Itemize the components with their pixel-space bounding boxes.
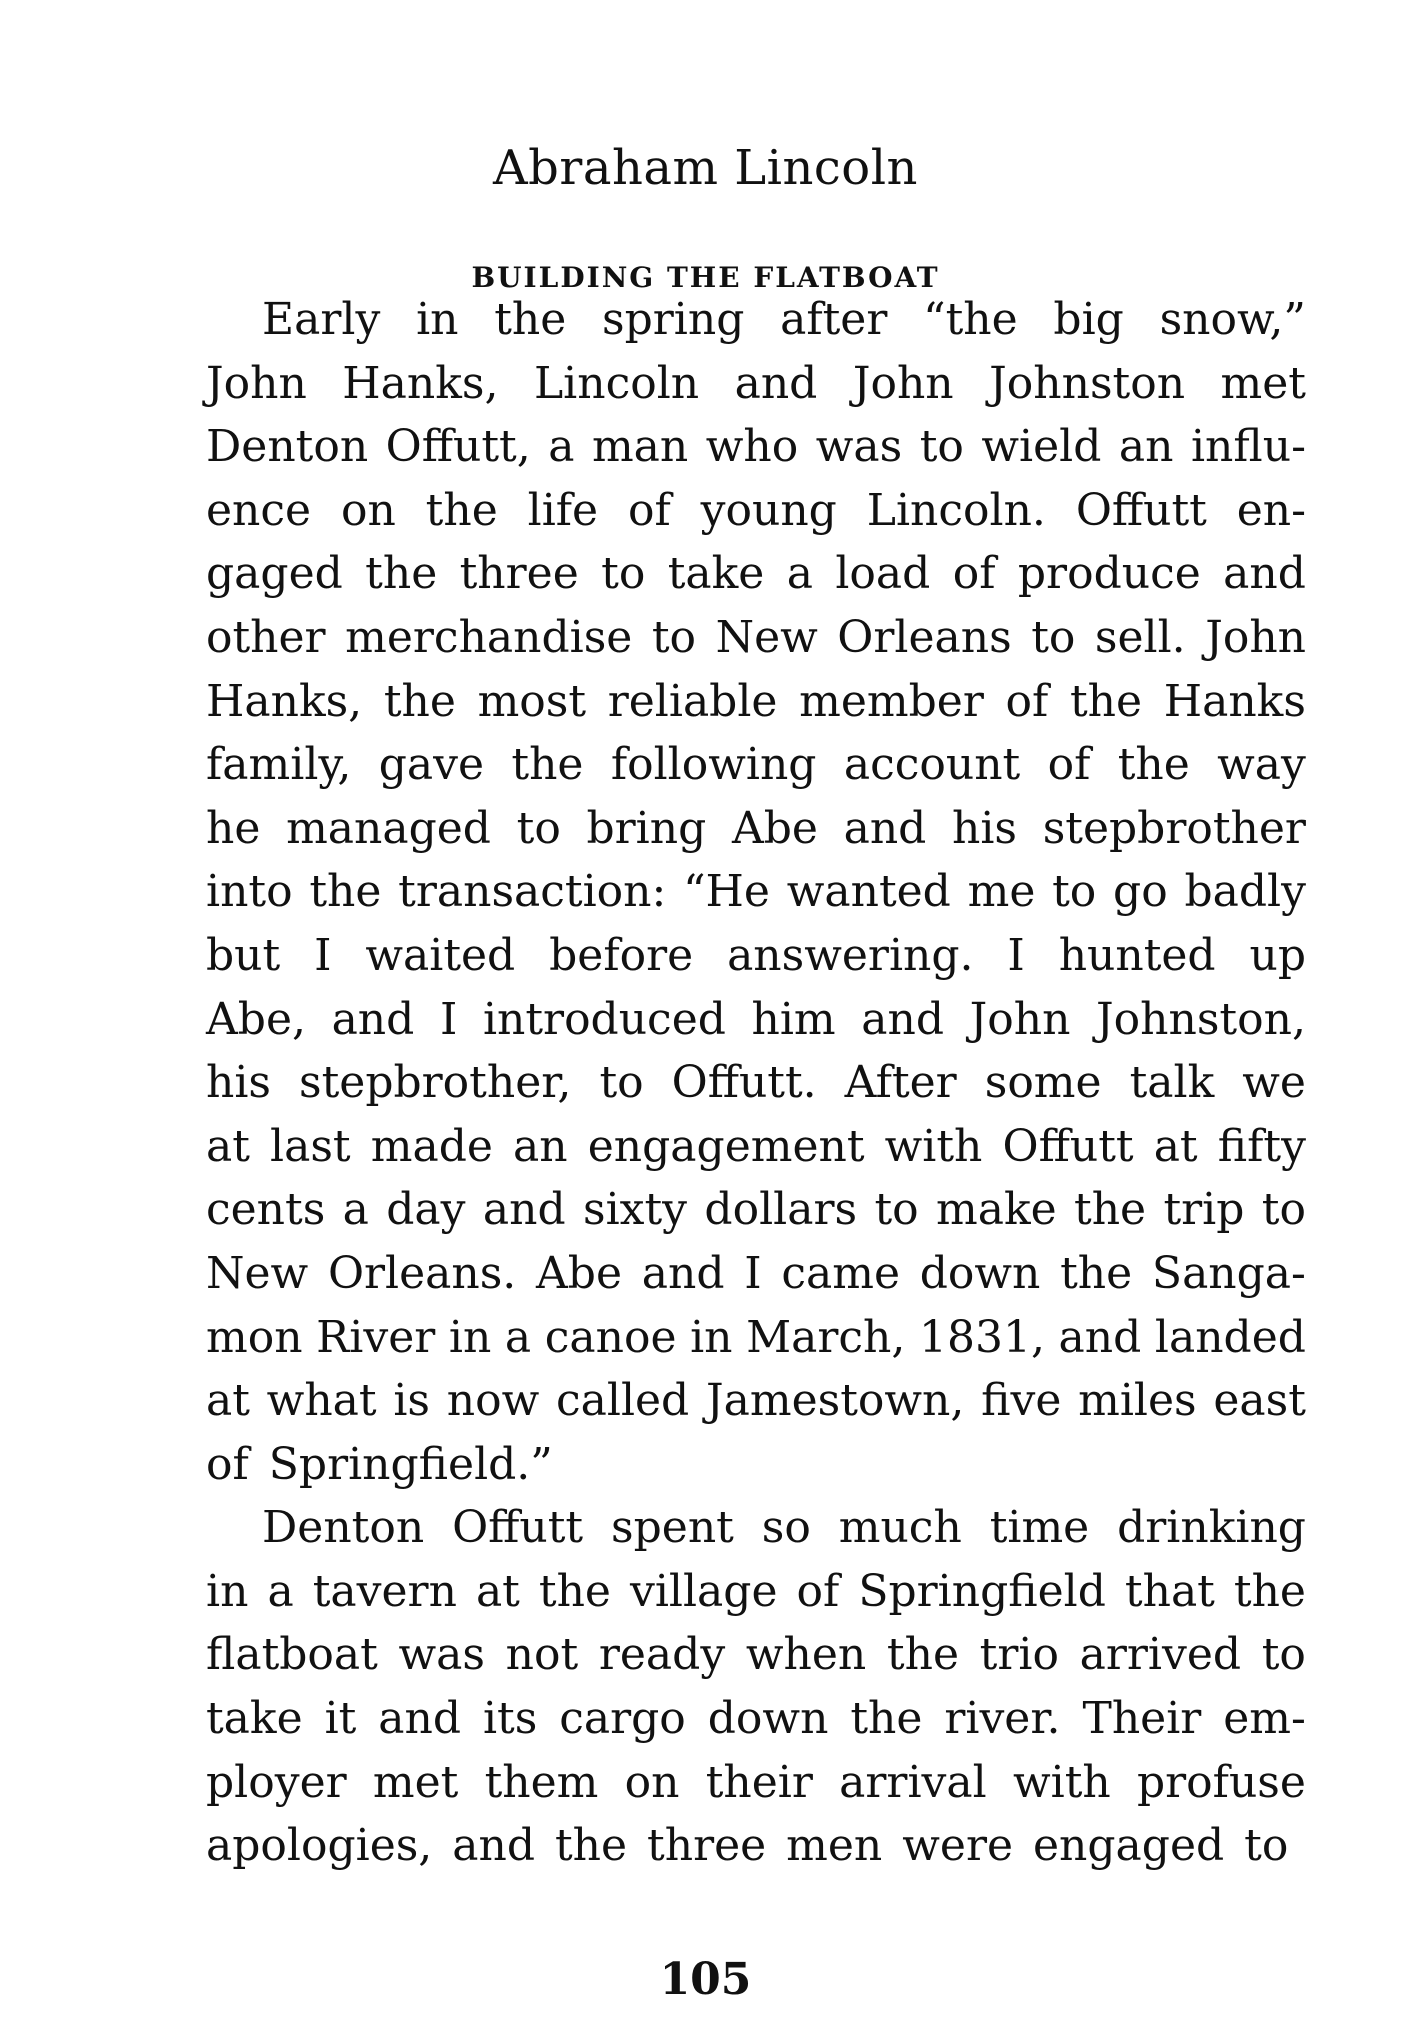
- text-line: he managed to bring Abe and his stepbrother: [206, 802, 1306, 854]
- text-line: mon River in a canoe in March, 1831, and landed: [206, 1311, 1306, 1363]
- text-line: other merchandise to New Orleans to sell. John: [206, 611, 1306, 663]
- text-line: Hanks, the most reliable member of the Hanks: [206, 675, 1306, 727]
- section-title: BUILDING THE FLATBOAT: [471, 261, 940, 294]
- text-line: Denton Offutt spent so much time drinking: [262, 1502, 1306, 1554]
- text-line: gaged the three to take a load of produce and: [206, 548, 1306, 600]
- text-line: cents a day and sixty dollars to make the trip to: [206, 1184, 1306, 1236]
- text-line: into the transaction: “He wanted me to go badly: [206, 866, 1306, 918]
- text-line: but I waited before answering. I hunted up: [206, 929, 1306, 981]
- text-line: Abe, and I introduced him and John Johnston,: [206, 993, 1306, 1045]
- text-line: ence on the life of young Lincoln. Offutt en-: [206, 484, 1306, 536]
- text-line: family, gave the following account of the way: [206, 739, 1306, 791]
- text-line: New Orleans. Abe and I came down the Sanga-: [206, 1247, 1306, 1299]
- paragraph: [206, 1496, 1306, 1878]
- text-line: his stepbrother, to Offutt. After some talk we: [206, 1057, 1306, 1109]
- text-line: at what is now called Jamestown, five miles east: [206, 1375, 1306, 1427]
- page-number: 105: [659, 1954, 752, 2005]
- text-line: apologies, and the three men were engaged to: [206, 1820, 1289, 1872]
- text-line: flatboat was not ready when the trio arrived to: [206, 1629, 1306, 1681]
- text-line: of Springfield.”: [206, 1438, 553, 1490]
- text-line: take it and its cargo down the river. Their em-: [206, 1693, 1306, 1745]
- text-line: John Hanks, Lincoln and John Johnston met: [206, 357, 1306, 409]
- text-line: ployer met them on their arrival with profuse: [206, 1756, 1306, 1808]
- paragraph: [206, 288, 1306, 1496]
- text-line: Denton Offutt, a man who was to wield an influ-: [206, 421, 1306, 473]
- text-line: in a tavern at the village of Springfield that the: [206, 1565, 1306, 1617]
- text-line: at last made an engagement with Offutt at fifty: [206, 1120, 1306, 1172]
- text-line: Early in the spring after “the big snow,”: [262, 294, 1306, 345]
- body-text: [206, 288, 1306, 1878]
- running-head: Abraham Lincoln: [493, 140, 918, 196]
